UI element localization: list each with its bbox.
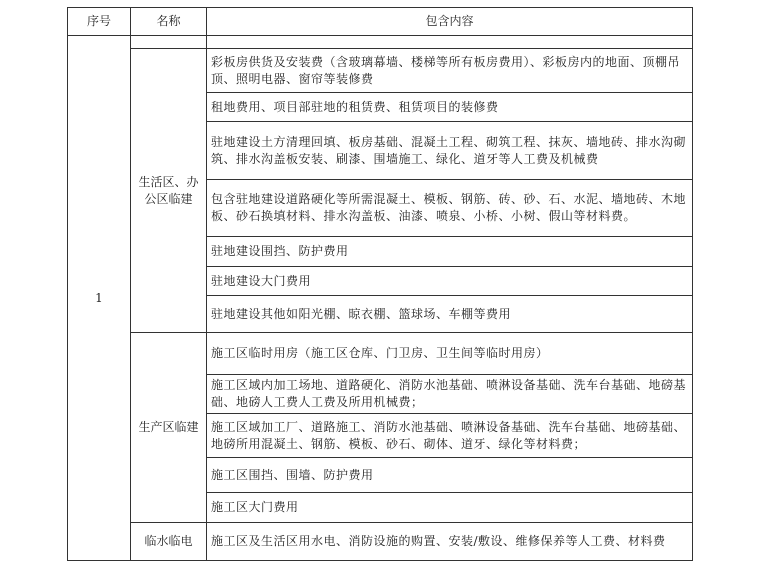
- content-cell: 施工区域内加工场地、道路硬化、消防水池基础、喷淋设备基础、洗车台基础、地磅基础、地磅人工费人工费及所用机械费；: [207, 375, 693, 414]
- content-cell: 施工区域加工厂、道路施工、消防水池基础、喷淋设备基础、洗车台基础、地磅基础、地磅所用混凝土、钢筋、模板、砂石、砌体、道牙、绿化等材料费；: [207, 414, 693, 458]
- content-cell: 驻地建设大门费用: [207, 267, 693, 296]
- content-cell: 包含驻地建设道路硬化等所需混凝土、模板、钢筋、砖、砂、石、水泥、墙地砖、木地板、砂石换填材料、排水沟盖板、油漆、喷泉、小桥、小树、假山等材料费。: [207, 180, 693, 237]
- table-row: [68, 523, 693, 561]
- content-cell: 施工区临时用房（施工区仓库、门卫房、卫生间等临时用房）: [207, 333, 693, 375]
- table-row: [68, 333, 693, 375]
- content-cell: 驻地建设围挡、防护费用: [207, 237, 693, 267]
- table-header-row: [68, 8, 693, 36]
- cost-items-table: [67, 7, 693, 561]
- header-name: 名称: [131, 8, 207, 36]
- table-row: [68, 49, 693, 93]
- content-cell: 彩板房供货及安装费（含玻璃幕墙、楼梯等所有板房费用）、彩板房内的地面、顶棚吊顶、照明电器、窗帘等装修费: [207, 49, 693, 93]
- group-name-living-office: 生活区、办公区临建: [131, 49, 207, 333]
- group-name-temp-water-power: 临水临电: [131, 523, 207, 561]
- header-content: 包含内容: [207, 8, 693, 36]
- row-seq-number: 1: [68, 36, 131, 561]
- content-cell: 驻地建设其他如阳光棚、晾衣棚、篮球场、车棚等费用: [207, 296, 693, 333]
- content-cell: 施工区围挡、围墙、防护费用: [207, 458, 693, 493]
- spacer-cell: [207, 36, 693, 49]
- content-cell: 租地费用、项目部驻地的租赁费、租赁项目的装修费: [207, 93, 693, 122]
- table-spacer-row: [68, 36, 693, 49]
- header-seq-no: 序号: [68, 8, 131, 36]
- spacer-cell: [131, 36, 207, 49]
- content-cell: 驻地建设土方清理回填、板房基础、混凝土工程、砌筑工程、抹灰、墙地砖、排水沟砌筑、排水沟盖板安装、刷漆、围墙施工、绿化、道牙等人工费及机械费: [207, 122, 693, 180]
- content-cell: 施工区及生活区用水电、消防设施的购置、安装/敷设、维修保养等人工费、材料费: [207, 523, 693, 561]
- content-cell: 施工区大门费用: [207, 493, 693, 523]
- group-name-production: 生产区临建: [131, 333, 207, 523]
